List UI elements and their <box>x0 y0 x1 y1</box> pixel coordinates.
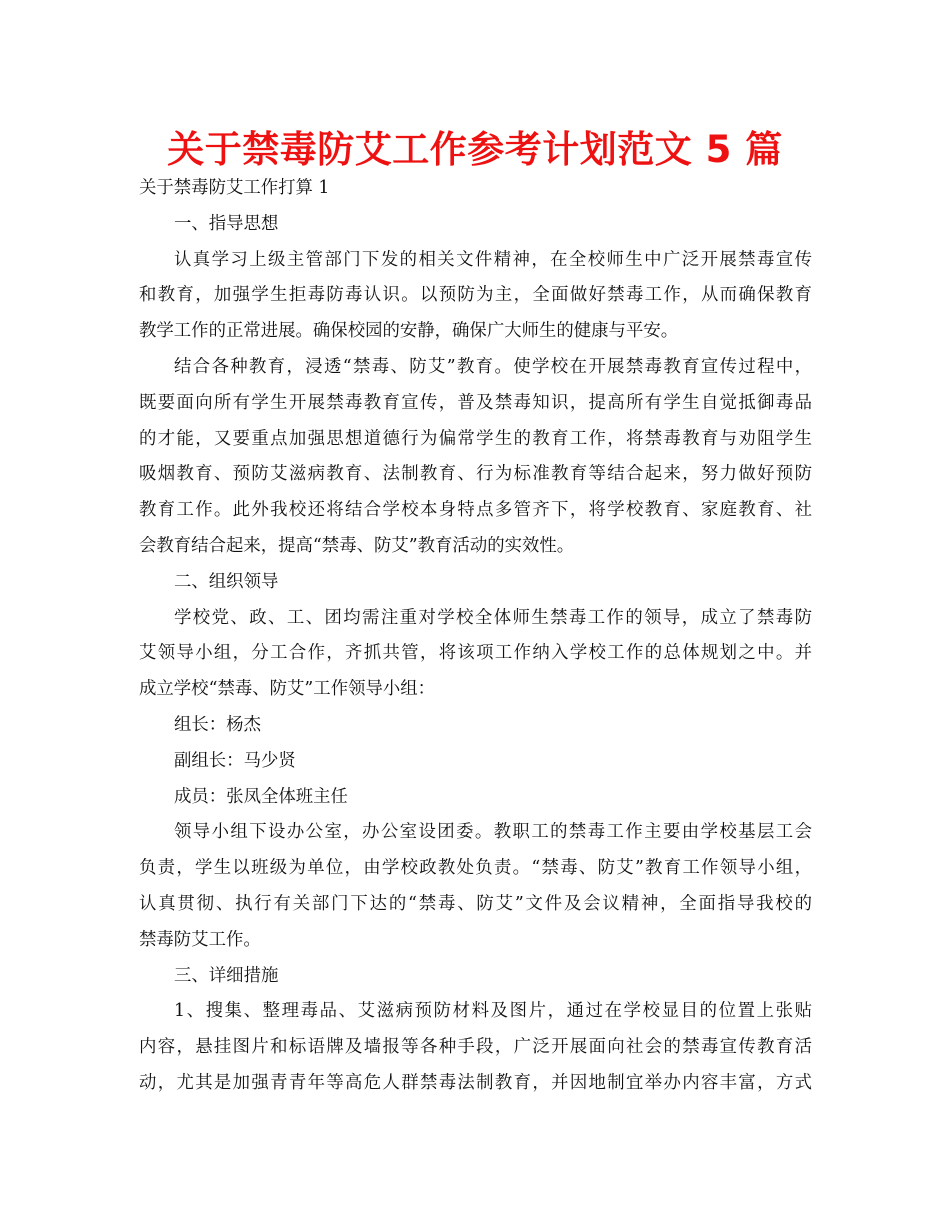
text-line: 负责，学生以班级为单位，由学校政教处负责。“禁毒、防艾”教育工作领导小组， <box>139 858 812 879</box>
text-line: 副组长：马少贤 <box>174 750 296 771</box>
text-line: 艾领导小组，分工合作，齐抓共管，将该项工作纳入学校工作的总体规划之中。并 <box>139 643 812 664</box>
text-line: 和教育，加强学生拒毒防毒认识。以预防为主，全面做好禁毒工作，从而确保教育 <box>139 285 812 306</box>
text-line: 认真学习上级主管部门下发的相关文件精神，在全校师生中广泛开展禁毒宣传 <box>174 249 812 270</box>
text-line: 禁毒防艾工作。 <box>139 929 261 950</box>
text-line: 1、搜集、整理毒品、艾滋病预防材料及图片，通过在学校显目的位置上张贴 <box>174 1001 812 1022</box>
text-line: 吸烟教育、预防艾滋病教育、法制教育、行为标准教育等结合起来，努力做好预防 <box>139 464 812 485</box>
text-line: 动，尤其是加强青青年等高危人群禁毒法制教育，并因地制宜举办内容丰富，方式 <box>139 1072 812 1093</box>
text-line: 一、指导思想 <box>174 213 279 234</box>
text-line: 认真贯彻、执行有关部门下达的“禁毒、防艾”文件及会议精神，全面指导我校的 <box>139 893 812 914</box>
text-line: 关于禁毒防艾工作打算 1 <box>139 178 330 198</box>
text-line: 成员：张凤全体班主任 <box>174 786 348 807</box>
text-line: 会教育结合起来，提高“禁毒、防艾”教育活动的实效性。 <box>139 535 575 556</box>
text-line: 既要面向所有学生开展禁毒教育宣传，普及禁毒知识，提高所有学生自觉抵御毒品 <box>139 392 812 413</box>
text-line: 领导小组下设办公室，办公室设团委。教职工的禁毒工作主要由学校基层工会 <box>174 822 812 843</box>
document-body <box>139 171 812 1102</box>
text-line: 成立学校“禁毒、防艾”工作领导小组： <box>139 679 436 700</box>
text-line: 教学工作的正常进展。确保校园的安静，确保广大师生的健康与平安。 <box>139 321 679 342</box>
text-line: 三、详细措施 <box>174 965 279 986</box>
text-line: 结合各种教育，浸透“禁毒、防艾”教育。使学校在开展禁毒教育宣传过程中， <box>174 356 812 377</box>
text-line: 二、组织领导 <box>174 571 279 592</box>
text-line: 教育工作。此外我校还将结合学校本身特点多管齐下，将学校教育、家庭教育、社 <box>139 500 812 521</box>
text-line: 学校党、政、工、团均需注重对学校全体师生禁毒工作的领导，成立了禁毒防 <box>174 607 812 628</box>
text-line: 内容，悬挂图片和标语牌及墙报等各种手段，广泛开展面向社会的禁毒宣传教育活 <box>139 1037 812 1058</box>
document-title: 关于禁毒防艾工作参考计划范文 5 篇 <box>167 128 783 171</box>
text-line: 组长：杨杰 <box>174 714 261 735</box>
text-line: 的才能，又要重点加强思想道德行为偏常学生的教育工作，将禁毒教育与劝阻学生 <box>139 428 812 449</box>
